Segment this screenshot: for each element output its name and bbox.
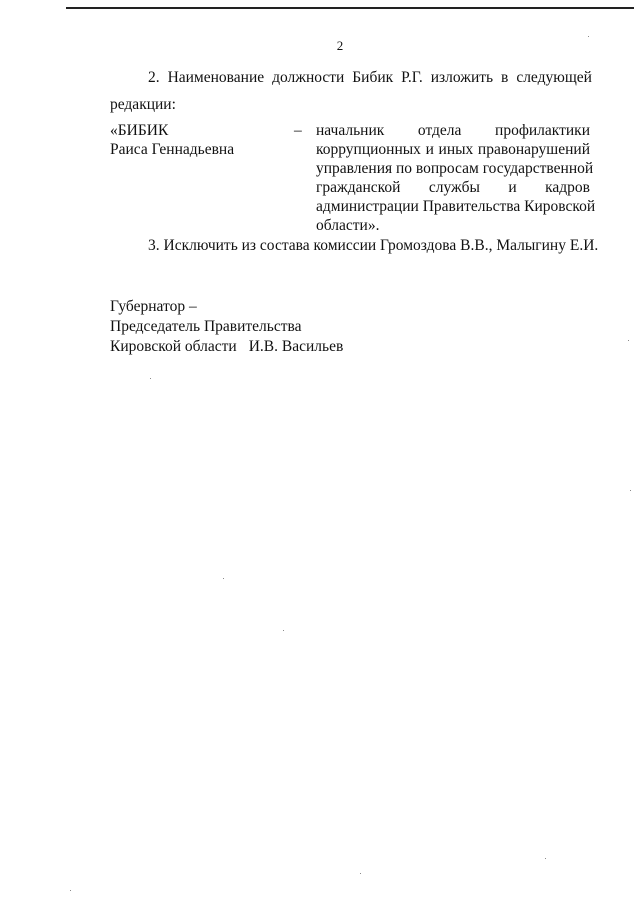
signature-title-line-1: Губернатор – xyxy=(110,298,197,315)
page-number: 2 xyxy=(336,38,344,53)
scan-speck xyxy=(588,36,589,37)
signature-block xyxy=(110,297,343,357)
position-line: гражданской службы и кадров xyxy=(316,179,590,196)
item-2-word: изложить xyxy=(430,69,494,86)
person-dash: – xyxy=(294,122,302,139)
scan-speck xyxy=(630,490,631,491)
position-line: администрации Правительства Кировской xyxy=(316,198,596,215)
item-2-word: Наименование xyxy=(167,69,265,86)
signatory-name: И.В. Васильев xyxy=(248,338,344,355)
item-2-second-line: редакции: xyxy=(110,96,176,113)
scan-speck xyxy=(70,890,71,891)
position-line: управления по вопросам государственной xyxy=(316,160,594,177)
signature-title-line-2: Председатель Правительства xyxy=(110,318,302,335)
item-3-paragraph: 3. Исключить из состава комиссии Громоздова В.В., Малыгину Е.И. xyxy=(148,237,599,254)
item-2-word: должности xyxy=(272,69,345,86)
person-position xyxy=(316,121,596,235)
item-2-word: 2. xyxy=(148,69,160,86)
scan-speck xyxy=(283,630,284,631)
signature-region: Кировской области xyxy=(110,338,237,355)
item-2-word: Р.Г. xyxy=(401,69,423,86)
person-name-block xyxy=(110,121,234,159)
top-scan-rule xyxy=(66,7,634,9)
signature-title-line-3 xyxy=(110,337,343,357)
item-2-first-line xyxy=(148,68,592,88)
position-line: начальник отдела профилактики xyxy=(316,122,590,139)
position-line: области». xyxy=(316,217,380,234)
person-surname: «БИБИК xyxy=(110,122,169,139)
item-2-word: в xyxy=(501,69,509,86)
scan-speck xyxy=(545,858,546,859)
person-given-names: Раиса Геннадьевна xyxy=(110,141,235,158)
item-2-word: следующей xyxy=(516,69,592,86)
scan-speck xyxy=(628,340,629,341)
item-2-word: Бибик xyxy=(352,69,394,86)
scan-speck xyxy=(223,578,224,579)
scan-speck xyxy=(360,873,361,874)
position-line: коррупционных и иных правонарушений xyxy=(316,141,590,158)
scan-speck xyxy=(150,378,151,379)
